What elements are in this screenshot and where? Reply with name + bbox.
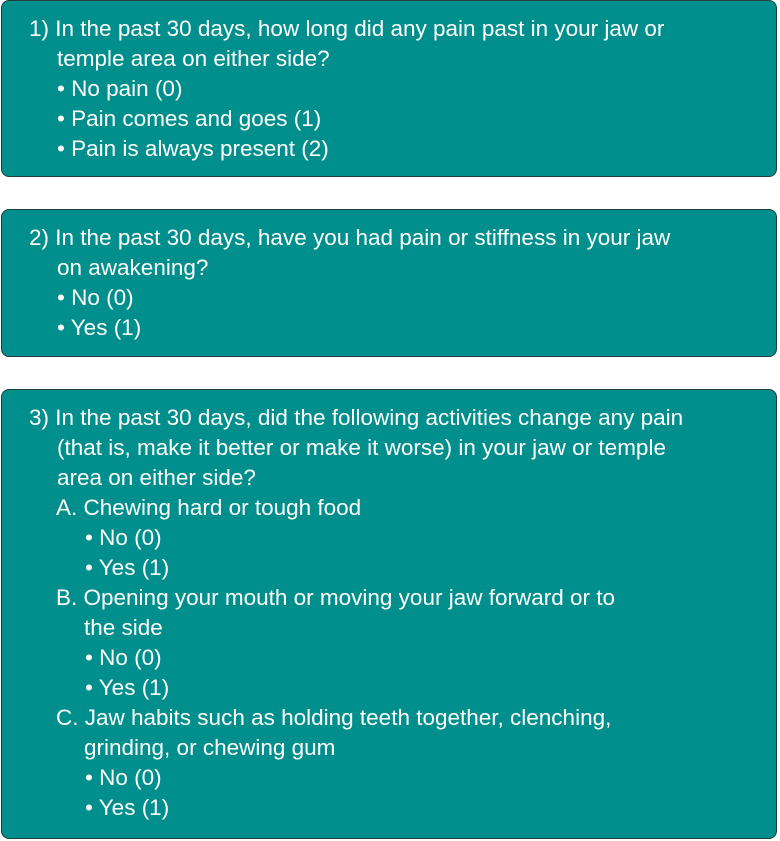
question-3-subitem-c [56, 703, 756, 763]
question-3-card [1, 389, 777, 839]
question-3-subitem-a: A. Chewing hard or tough food [56, 495, 362, 520]
question-3-subitem-b-option-yes: • Yes (1) [85, 673, 169, 703]
question-3-subitem-b-option-no: • No (0) [85, 643, 162, 673]
question-1-option-no-pain: • No pain (0) [57, 74, 182, 104]
question-1-line-2: temple area on either side? [57, 46, 330, 71]
question-2-option-yes: • Yes (1) [57, 313, 141, 343]
question-3-subitem-c-line-2: grinding, or chewing gum [84, 735, 336, 760]
question-3-subitem-a-option-yes: • Yes (1) [85, 553, 169, 583]
question-2-line-1: In the past 30 days, have you had pain or stiffness in your jaw [55, 225, 671, 250]
question-1-text [29, 14, 764, 74]
question-1-option-comes-and-goes: • Pain comes and goes (1) [57, 104, 321, 134]
question-2-option-no: • No (0) [57, 283, 134, 313]
question-3-number: 3) [29, 405, 50, 430]
question-3-line-3: area on either side? [57, 465, 256, 490]
question-2-line-2: on awakening? [57, 255, 209, 280]
question-1-number: 1) [29, 16, 50, 41]
question-1-option-always-present: • Pain is always present (2) [57, 134, 329, 164]
question-3-subitem-b [56, 583, 756, 643]
question-3-subitem-c-option-no: • No (0) [85, 763, 162, 793]
question-3-subitem-b-line-1: B. Opening your mouth or moving your jaw forward or to [56, 585, 616, 610]
question-2-number: 2) [29, 225, 50, 250]
question-3-line-2: (that is, make it better or make it worse) in your jaw or temple [57, 435, 666, 460]
question-3-subitem-a-option-no: • No (0) [85, 523, 162, 553]
question-2-card [1, 209, 777, 357]
question-3-subitem-b-line-2: the side [84, 615, 163, 640]
question-3-line-1: In the past 30 days, did the following activities change any pain [55, 405, 684, 430]
question-3-text [29, 403, 764, 493]
question-2-text [29, 223, 764, 283]
question-1-line-1: In the past 30 days, how long did any pain past in your jaw or [55, 16, 665, 41]
question-3-subitem-c-option-yes: • Yes (1) [85, 793, 169, 823]
question-3-subitem-c-line-1: C. Jaw habits such as holding teeth together, clenching, [56, 705, 612, 730]
question-1-card [1, 0, 777, 177]
